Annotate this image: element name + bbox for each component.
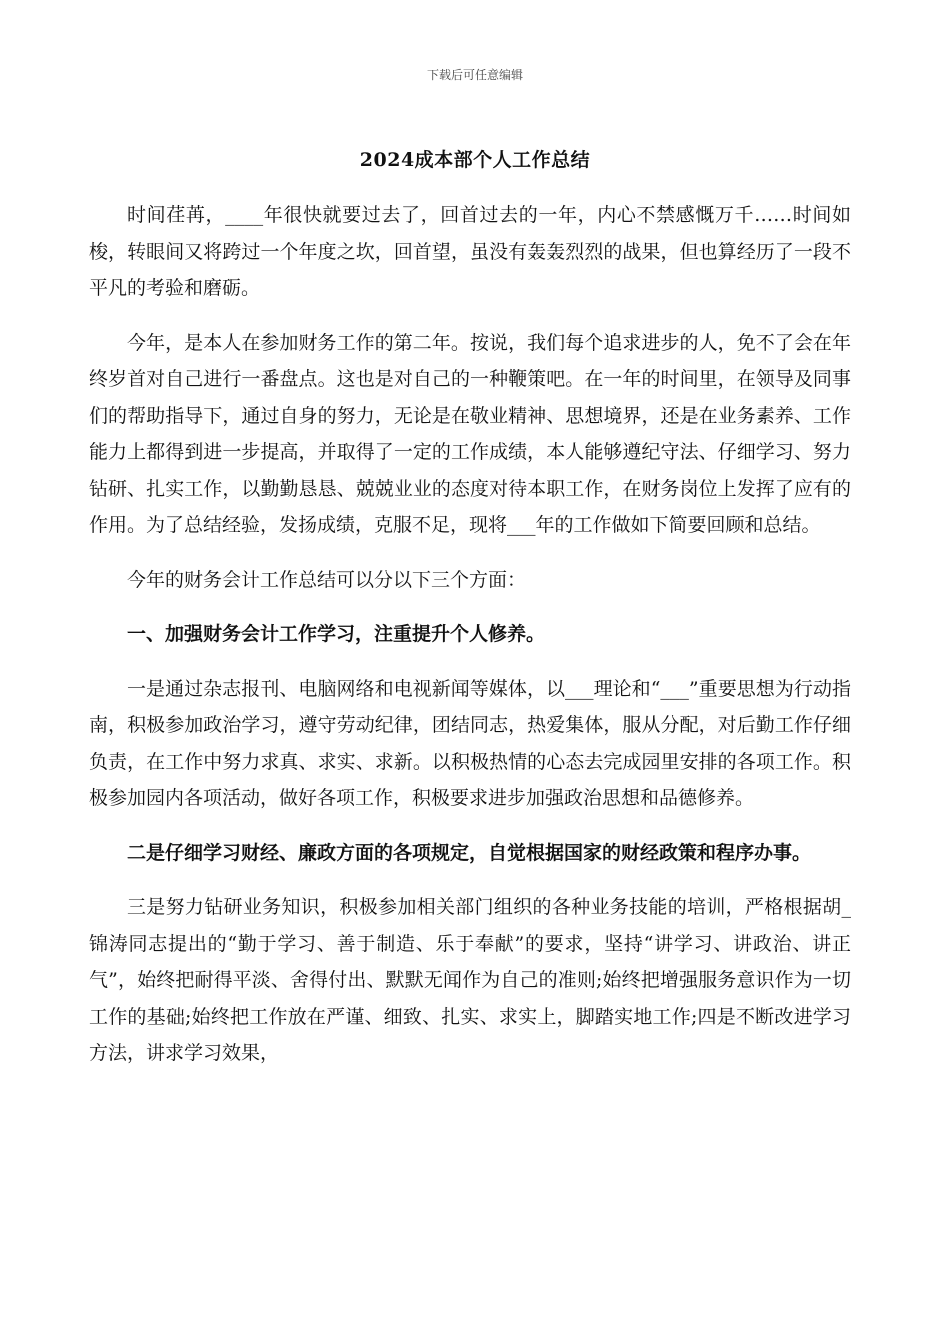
header-note: 下载后可任意编辑 [426,68,523,82]
section-heading-2: 二是仔细学习财经、廉政方面的各项规定，自觉根据国家的财经政策和程序办事。 [127,841,812,864]
paragraph-overview: 今年，是本人在参加财务工作的第二年。按说，我们每个追求进步的人，免不了会在年终岁首对自己进行一番盘点。这也是对自己的一种鞭策吧。在一年的时间里，在领导及同事们的帮助指导下，通过自身的努力，无论是在敬业精神、思想境界，还是在业务素养、工作能力上都得到进一步提高，并取得了一定的工作成绩，本人能够遵纪守法、仔细学习、努力钻研、扎实工作，以勤勤恳恳、兢兢业业的态度对待本职工作，在财务岗位上发挥了应有的作用。为了总结经验，发扬成绩，克服不足，现将___年的工作做如下简要回顾和总结。 [89,331,851,536]
paragraph-intro: 时间荏苒，____年很快就要过去了，回首过去的一年，内心不禁感慨万千……时间如梭，转眼间又将跨过一个年度之坎，回首望，虽没有轰轰烈烈的战果，但也算经历了一段不平凡的考验和磨砺。 [89,204,851,299]
paragraph-point-1: 一是通过杂志报刊、电脑网络和电视新闻等媒体，以___理论和“___”重要思想为行动指南，积极参加政治学习，遵守劳动纪律，团结同志，热爱集体，服从分配，对后勤工作仔细负责，在工作中努力求真、求实、求新。以积极热情的心态去完成园里安排的各项工作。积极参加园内各项活动，做好各项工作，积极要求进步加强政治思想和品德修养。 [89,677,851,809]
section-heading-1: 一、加强财务会计工作学习，注重提升个人修养。 [127,623,546,645]
document-body [89,197,851,1072]
paragraph-aspects: 今年的财务会计工作总结可以分以下三个方面： [127,568,527,591]
paragraph-point-3: 三是努力钻研业务知识，积极参加相关部门组织的各种业务技能的培训，严格根据胡_锦涛同志提出的“勤于学习、善于制造、乐于奉献”的要求，坚持“讲学习、讲政治、讲正气”，始终把耐得平淡、舍得付出、默默无闻作为自己的准则;始终把增强服务意识作为一切工作的基础;始终把工作放在严谨、细致、扎实、求实上，脚踏实地工作;四是不断改进学习方法，讲求学习效果， [89,896,851,1064]
page-title: 2024成本部个人工作总结 [359,149,591,171]
